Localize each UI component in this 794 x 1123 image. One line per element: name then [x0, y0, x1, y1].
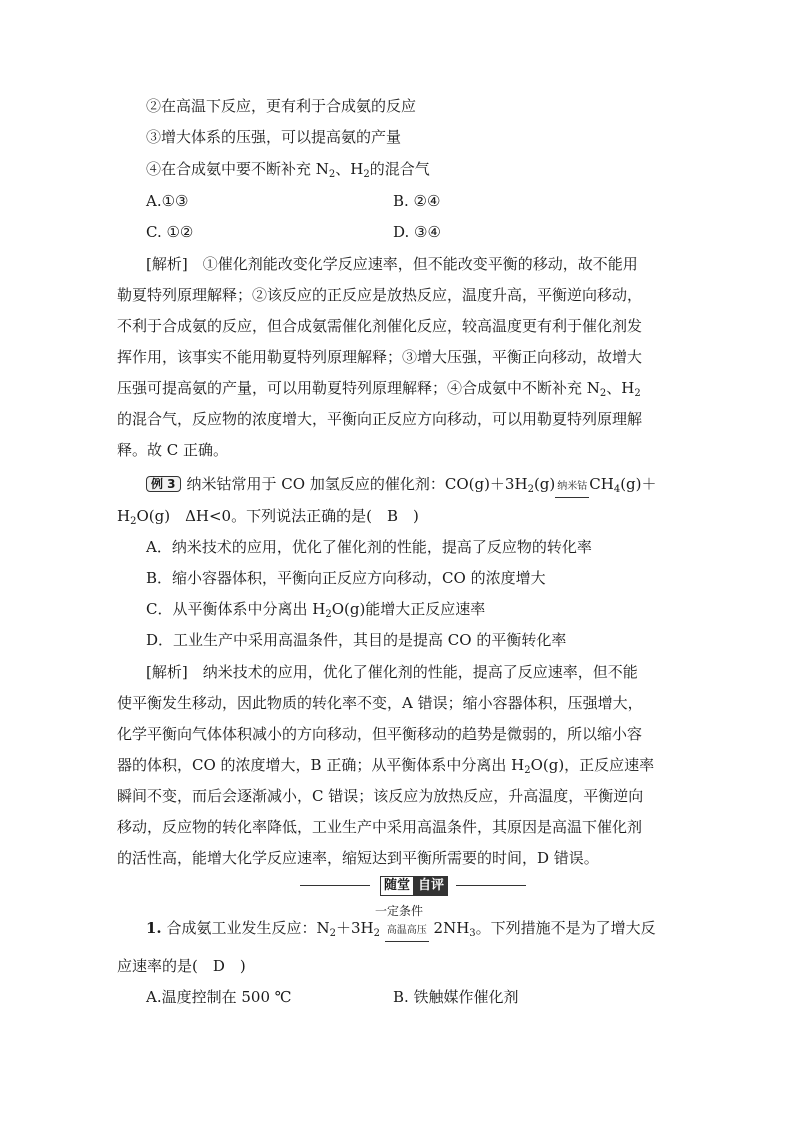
example3-option-d: D．工业生产中采用高温条件，其目的是提高 CO 的平衡转化率: [146, 631, 567, 649]
analysis1-line2: 勒夏特列原理解释；②该反应的正反应是放热反应，温度升高，平衡逆向移动，: [117, 286, 643, 304]
option-line-3: ③增大体系的压强，可以提高氨的产量: [146, 128, 402, 146]
section-title: 随堂 自评: [374, 876, 454, 894]
analysis1-line5: 压强可提高氨的产量，可以用勒夏特列原理解释；④合成氨中不断补充 $N_2$、$H_2$: [117, 379, 641, 399]
analysis1-line1: [解析] ①催化剂能改变化学反应速率，但不能改变平衡的移动，故不能用: [146, 255, 638, 273]
divider-rule-right: [456, 885, 526, 886]
analysis2-line1: [解析] 纳米技术的应用，优化了催化剂的性能，提高了反应速率，但不能: [146, 663, 638, 681]
analysis2-line5: 瞬间不变，而后会逐渐减小，C 错误；该反应为放热反应，升高温度，平衡逆向: [117, 787, 644, 805]
example3-line1: 例 3 纳米钴常用于 CO 加氢反应的催化剂：$CO(g)+3H_2(g)$ 纳米钴 $CH_4(g)+$: [146, 474, 657, 500]
question1-choice-a: A.温度控制在 500 ℃: [146, 988, 292, 1006]
choice-c: C. ①②: [146, 223, 194, 241]
reaction-condition: 一定条件: [375, 904, 424, 918]
example-badge: 例 3: [146, 476, 181, 492]
reaction-arrow: 纳米钴: [555, 477, 589, 498]
analysis2-line2: 使平衡发生移动，因此物质的转化率不变，A 错误；缩小容器体积，压强增大，: [117, 694, 643, 712]
section-divider: [300, 876, 526, 896]
question1-line2: 应速率的是( D ): [117, 957, 246, 975]
analysis2-line7: 的活性高，能增大化学反应速率，缩短达到平衡所需要的时间，D 错误。: [117, 849, 599, 867]
option-line-2: ②在高温下反应，更有利于合成氨的反应: [146, 97, 417, 115]
analysis1-line7: 释。故 C 正确。: [117, 441, 229, 459]
question1-line1: 1. 合成氨工业发生反应：$N_2+3H_2$ 高温高压 $2NH_3$。下列措施不是为了增大反: [146, 918, 656, 944]
reaction-arrow: 高温高压: [385, 921, 429, 942]
choice-a: A.①③: [146, 192, 189, 210]
question1-choice-b: B. 铁触媒作催化剂: [393, 988, 519, 1006]
example3-option-a: A．纳米技术的应用，优化了催化剂的性能，提高了反应物的转化率: [146, 538, 592, 556]
example3-line2: $H_2O(g)$ ΔH<0。下列说法正确的是( B ): [117, 507, 419, 527]
analysis2-line3: 化学平衡向气体体积减小的方向移动，但平衡移动的趋势是微弱的，所以缩小容: [117, 725, 643, 743]
analysis2-line4: 器的体积，CO 的浓度增大，B 正确；从平衡体系中分离出 $H_2O(g)$，正反应速率: [117, 756, 655, 776]
analysis1-line6: 的混合气，反应物的浓度增大，平衡向正反应方向移动，可以用勒夏特列原理解: [117, 410, 643, 428]
divider-rule-left: [300, 885, 370, 886]
option-line-4: ④在合成氨中要不断补充 $N_2$、$H_2$的混合气: [146, 160, 430, 180]
analysis1-line3: 不利于合成氨的反应，但合成氨需催化剂催化反应，较高温度更有利于催化剂发: [117, 317, 643, 335]
analysis1-line4: 挥作用，该事实不能用勒夏特列原理解释；③增大压强，平衡正向移动，故增大: [117, 348, 643, 366]
choice-b: B. ②④: [393, 192, 441, 210]
analysis2-line6: 移动，反应物的转化率降低，工业生产中采用高温条件，其原因是高温下催化剂: [117, 818, 643, 836]
example3-option-b: B．缩小容器体积，平衡向正反应方向移动，CO 的浓度增大: [146, 569, 546, 587]
example3-option-c: C．从平衡体系中分离出 $H_2O(g)$能增大正反应速率: [146, 600, 486, 620]
choice-d: D. ③④: [393, 223, 441, 241]
